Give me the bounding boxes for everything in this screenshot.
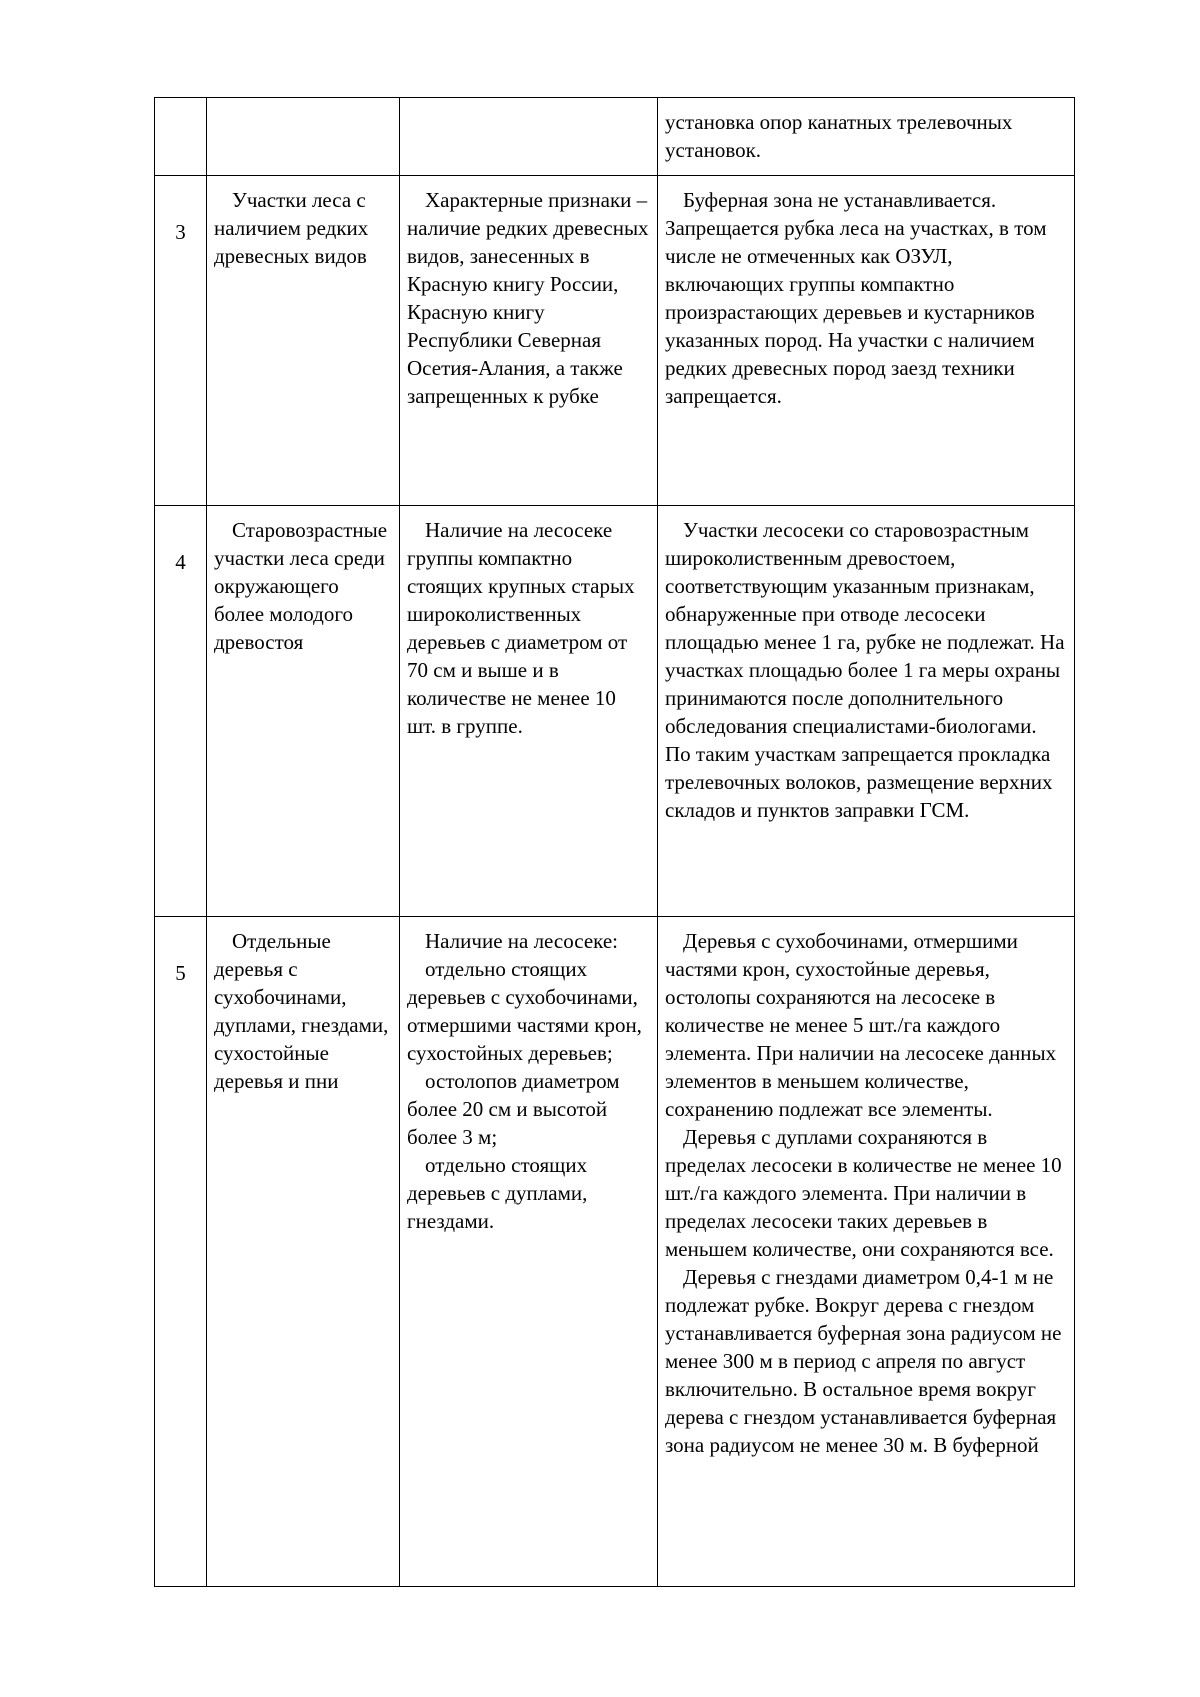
object-cell	[207, 917, 400, 1587]
object-paragraph: Отдельные деревья с сухобочинами, дуплами, гнездами, сухостойные деревья и пни	[214, 929, 389, 1093]
measures-cell	[658, 176, 1075, 506]
features-cell	[400, 506, 658, 917]
features-paragraph: Наличие на лесосеке группы компактно стоящих крупных старых широколиственных деревьев с диаметром от 70 см и выше и в количестве не менее 10 шт. в группе.	[407, 518, 635, 738]
features-paragraph: остолопов диаметром более 20 см и высотой более 3 м;	[407, 1069, 620, 1149]
table-row	[155, 917, 1075, 1587]
object-cell	[207, 176, 400, 506]
table-body	[155, 98, 1075, 1587]
measures-paragraph: Деревья с сухобочинами, отмершими частями крон, сухостойные деревья, остолопы сохраняются на лесосеке в количестве не менее 5 шт./га каждого элемента. При наличии на лесосеке данных элементов в меньшем количестве, сохранению подлежат все элементы.	[665, 929, 1057, 1121]
object-paragraph: Старовозрастные участки леса среди окружающего более молодого древостоя	[214, 518, 388, 654]
measures-paragraph: установка опор канатных трелевочных установок.	[665, 110, 1013, 162]
features-paragraph: отдельно стоящих деревьев с дуплами, гнездами.	[407, 1153, 588, 1233]
features-cell	[400, 98, 658, 176]
features-paragraph: Наличие на лесосеке:	[425, 929, 618, 953]
measures-paragraph: Участки лесосеки со старовозрастным широколиственным древостоем, соответствующим указанным признакам, обнаруженные при отводе лесосеки площадью менее 1 га, рубке не подлежат. На участках площадью более 1 га меры охраны принимаются после дополнительного обследования специалистами-биологами. По таким участкам запрещается прокладка трелевочных волоков, размещение верхних складов и пунктов заправки ГСМ.	[665, 518, 1065, 822]
features-cell	[400, 176, 658, 506]
row-number-cell	[155, 176, 207, 506]
object-paragraph: Участки леса с наличием редких древесных видов	[214, 188, 369, 268]
row-number-cell	[155, 917, 207, 1587]
measures-paragraph: Буферная зона не устанавливается. Запрещается рубка леса на участках, в том числе не отмеченных как ОЗУЛ, включающих группы компактно произрастающих деревьев и кустарников указанных пород. На участки с наличием редких древесных пород заезд техники запрещается.	[665, 188, 1047, 408]
features-paragraph: отдельно стоящих деревьев с сухобочинами, отмершими частями крон, сухостойных деревьев;	[407, 957, 642, 1065]
measures-cell	[658, 917, 1075, 1587]
table-row	[155, 506, 1075, 917]
row-number: 3	[175, 220, 186, 244]
document-table	[154, 97, 1075, 1587]
measures-cell	[658, 98, 1075, 176]
table-row	[155, 176, 1075, 506]
features-paragraph: Характерные признаки – наличие редких древесных видов, занесенных в Красную книгу России, Красную книгу Республики Северная Осетия-Алания, а также запрещенных к рубке	[407, 188, 649, 408]
object-cell	[207, 98, 400, 176]
row-number: 5	[175, 961, 186, 985]
row-number-cell	[155, 98, 207, 176]
row-number: 4	[175, 550, 186, 574]
features-cell	[400, 917, 658, 1587]
measures-paragraph: Деревья с дуплами сохраняются в пределах лесосеки в количестве не менее 10 шт./га каждого элемента. При наличии в пределах лесосеки таких деревьев в меньшем количестве, они сохраняются все.	[665, 1125, 1062, 1261]
row-number-cell	[155, 506, 207, 917]
object-cell	[207, 506, 400, 917]
table-row	[155, 98, 1075, 176]
measures-paragraph: Деревья с гнездами диаметром 0,4-1 м не подлежат рубке. Вокруг дерева с гнездом устанавливается буферная зона радиусом не менее 300 м в период с апреля по август включительно. В остальное время вокруг дерева с гнездом устанавливается буферная зона радиусом не менее 30 м. В буферной	[665, 1265, 1062, 1457]
measures-cell	[658, 506, 1075, 917]
